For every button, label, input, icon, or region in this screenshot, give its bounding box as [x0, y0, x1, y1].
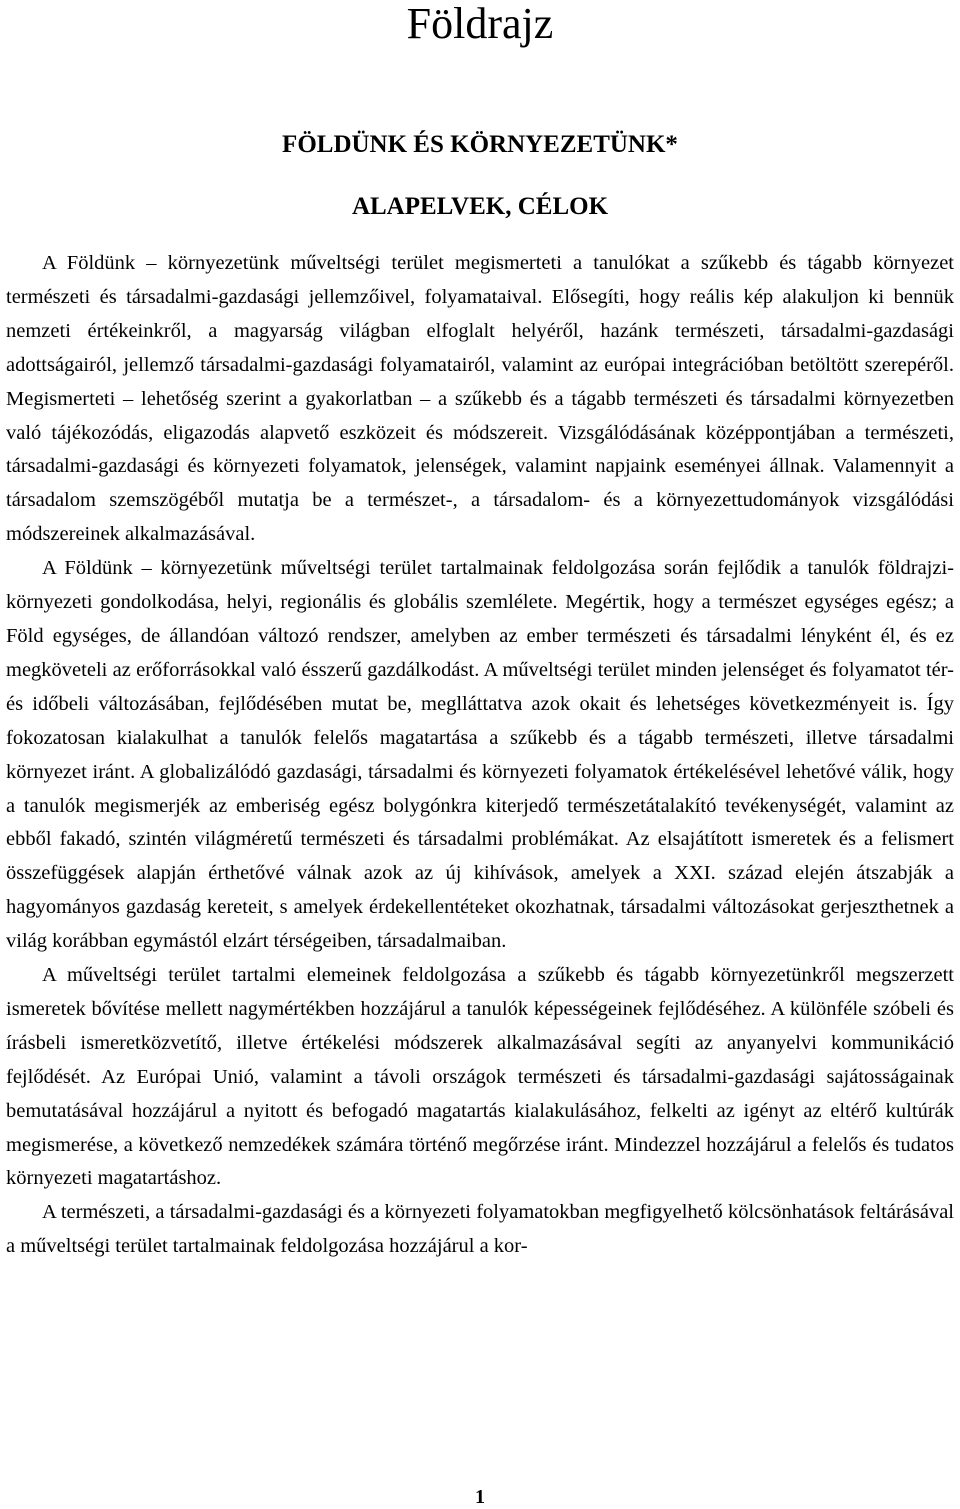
page-number: 1 [475, 1486, 485, 1508]
section-subheading: ALAPELVEK, CÉLOK [351, 193, 609, 220]
paragraph-4: A természeti, a társadalmi-gazdasági és a környezeti folyamatokban megfigyelhető kölcsönhatások feltárásával a műveltségi terület tartalmainak feldolgozása hozzájárul a kor- [6, 1201, 954, 1258]
paragraph-2: A Földünk – környezetünk műveltségi terület tartalmainak feldolgozása során fejlődik a tanulók földrajzi-környezeti gondolkodása, helyi, regionális és globális szemlélete. Megértik, hogy a természet egységes egész; a Föld egységes, de állandóan változó rendszer, amelyben az ember természeti és társadalmi lényként él, és ez megköveteli az erőforrásokkal való ésszerű gazdálkodást. A műveltségi terület minden jelenséget és folyamatot tér- és időbeli változásában, fejlődésében mutat be, meglláttatva azok okait és lehetséges következményeit is. Így fokozatosan kialakulhat a tanulók felelős magatartása a szűkebb és a tágabb természeti, illetve társadalmi környezet iránt. A globalizálódó gazdasági, társadalmi és környezeti folyamatok értékelésével lehetővé válik, hogy a tanulók megismerjék az emberiség egész bolygónkra kiterjedő természetátalakító tevékenységét, valamint az ebből fakadó, szintén világméretű természeti és társadalmi problémákat. Az elsajátított ismeretek és a felismert összefüggések alapján érthetővé válnak azok az új kihívások, amelyek a XXI. század elején átszabják a hagyományos gazdaság kereteit, s amelyek érdekellentéteket okozhatnak, társadalmi változásokat gerjeszthetnek a világ korábban egymástól elzárt térségeiben, társadalmaiban. [6, 557, 954, 953]
document-title: Földrajz [406, 0, 554, 48]
paragraph-3: A műveltségi terület tartalmi elemeinek feldolgozása a szűkebb és tágabb környezetünkről megszerzett ismeretek bővítése mellett nagymértékben hozzájárul a tanulók képességeinek fejlődéséhez. A különféle szóbeli és írásbeli ismeretközvetítő, illetve értékelési módszerek alkalmazásával segíti az anyanyelvi kommunikáció fejlődését. Az Európai Unió, valamint a távoli országok természeti és társadalmi-gazdasági sajátosságainak bemutatásával hozzájárul a nyitott és befogadó magatartás kialakulásához, felkelti az igényt az eltérő kultúrák megismerése, a következő nemzedékek számára történő megőrzése iránt. Mindezzel hozzájárul a felelős és tudatos környezeti magatartáshoz. [6, 964, 954, 1190]
paragraph-1: A Földünk – környezetünk műveltségi terület megismerteti a tanulókat a szűkebb és tágabb környezet természeti és társadalmi-gazdasági jellemzőivel, folyamataival. Elősegíti, hogy reális kép alakuljon ki bennük nemzeti értékeinkről, a magyarság világban elfoglalt helyéről, hazánk természeti, társadalmi-gazdasági adottságairól, jellemző társadalmi-gazdasági folyamatairól, valamint az európai integrációban betöltött szerepéről. Megismerteti – lehetőség szerint a gyakorlatban – a szűkebb és a tágabb természeti és társadalmi környezetben való tájékozódás, eligazodás alapvető eszközeit és módszereit. Vizsgálódásának középpontjában a természeti, társadalmi-gazdasági és környezeti folyamatok, jelenségek, valamint napjaink eseményei állnak. Valamennyit a társadalom szemszögéből mutatja be a természet-, a társadalom- és a környezettudományok vizsgálódási módszereinek alkalmazásával. [6, 252, 954, 546]
body-text [6, 247, 954, 1264]
section-heading: FÖLDÜNK ÉS KÖRNYEZETÜNK* [282, 131, 678, 158]
